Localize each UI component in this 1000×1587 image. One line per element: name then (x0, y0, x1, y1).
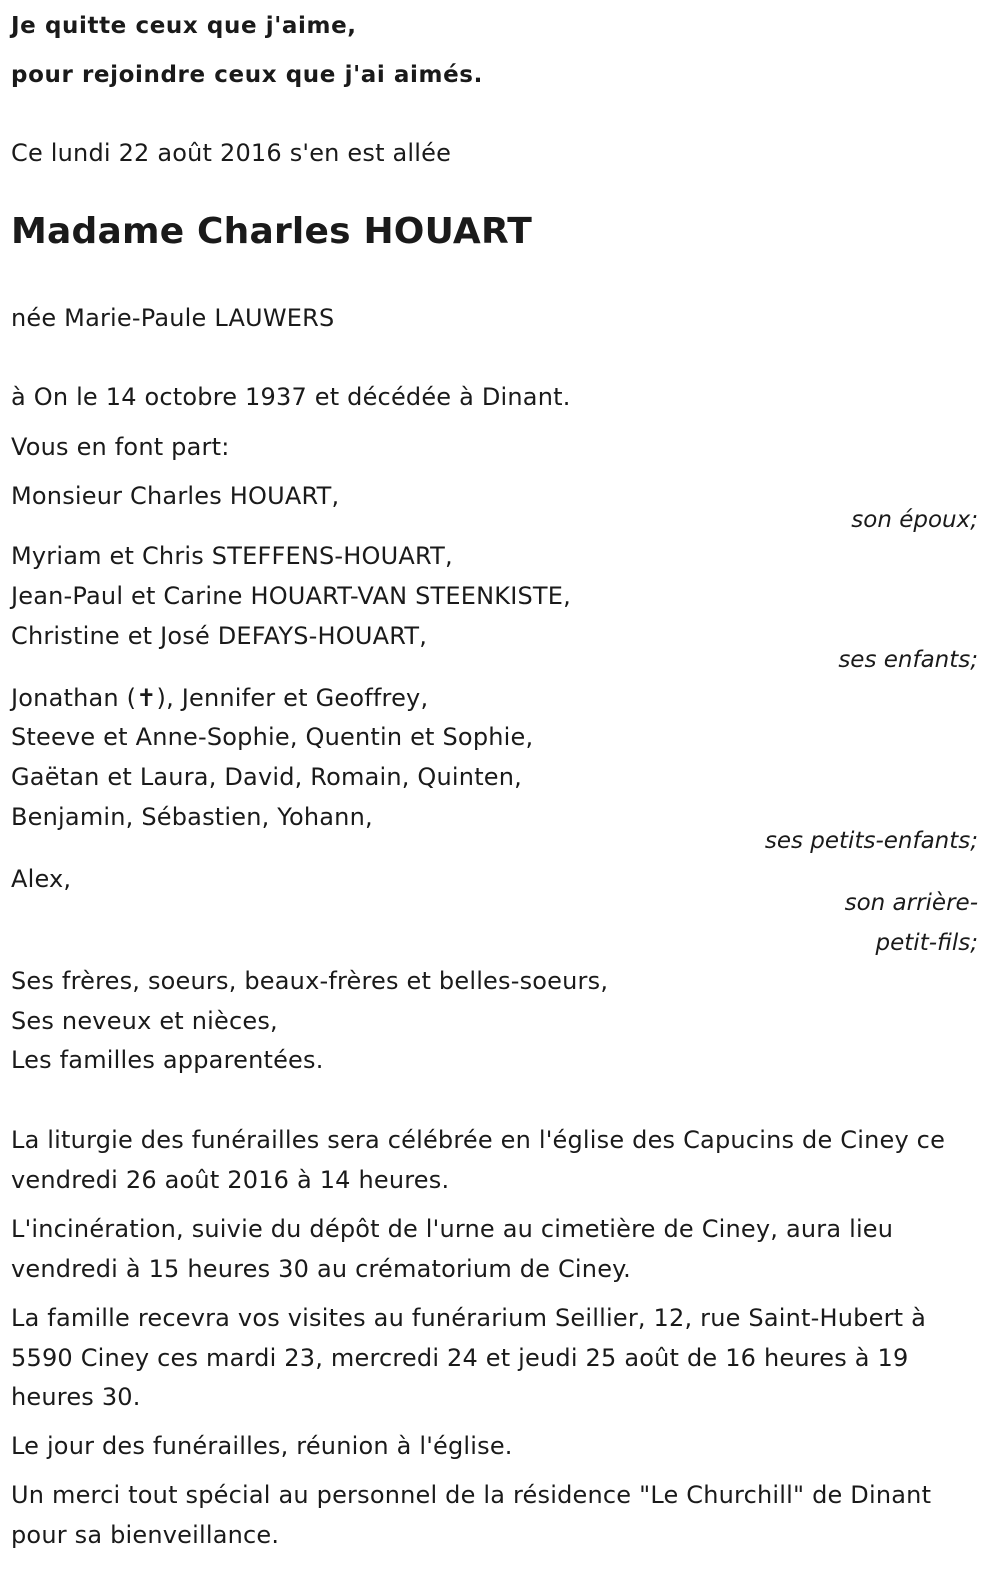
grandchild-line: Jonathan (✝), Jennifer et Geoffrey, (11, 684, 429, 712)
great-grandchild-role-1: son arrière- (844, 890, 978, 916)
quote-line-2: pour rejoindre ceux que j'ai aimés. (11, 62, 483, 88)
cremation-info: L'incinération, suivie du dépôt de l'urne au cimetière de Ciney, aura lieu vendredi à 15 heures 30 au crématorium de Ciney. (11, 1215, 894, 1283)
child-line: Myriam et Chris STEFFENS-HOUART, (11, 542, 453, 570)
meeting-info: Le jour des funérailles, réunion à l'église. (11, 1432, 513, 1460)
grandchildren-role: ses petits-enfants; (764, 828, 978, 854)
intro: Vous en font part: (11, 433, 230, 461)
quote-line-1: Je quitte ceux que j'aime, (11, 13, 357, 39)
visits-info: La famille recevra vos visites au funérarium Seillier, 12, rue Saint-Hubert à 5590 Ciney ces mardi 23, mercredi 24 et jeudi 25 août de 16 heures à 19 heures 30. (11, 1304, 926, 1411)
family-line: Les familles apparentées. (11, 1046, 324, 1074)
family-line: Ses neveux et nièces, (11, 1007, 278, 1035)
child-line: Christine et José DEFAYS-HOUART, (11, 622, 428, 650)
grandchild-line: Gaëtan et Laura, David, Romain, Quinten, (11, 763, 523, 791)
child-line: Jean-Paul et Carine HOUART-VAN STEENKISTE, (11, 582, 571, 610)
great-grandchild-name: Alex, (11, 865, 72, 893)
children-role: ses enfants; (838, 647, 978, 673)
maiden-name: née Marie-Paule LAUWERS (11, 304, 335, 332)
grandchild-line: Steeve et Anne-Sophie, Quentin et Sophie, (11, 723, 534, 751)
great-grandchild-role-2: petit-fils; (875, 930, 978, 956)
grandchild-line: Benjamin, Sébastien, Yohann, (11, 803, 373, 831)
thanks-info: Un merci tout spécial au personnel de la résidence "Le Churchill" de Dinant pour sa bienveillance. (11, 1481, 932, 1549)
liturgy-info: La liturgie des funérailles sera célébrée en l'église des Capucins de Ciney ce vendredi 26 août 2016 à 14 heures. (11, 1126, 946, 1194)
spouse-name: Monsieur Charles HOUART, (11, 482, 340, 510)
deceased-name: Madame Charles HOUART (11, 211, 533, 252)
birth-death: à On le 14 octobre 1937 et décédée à Dinant. (11, 383, 571, 411)
announcement: Ce lundi 22 août 2016 s'en est allée (11, 139, 452, 167)
family-line: Ses frères, soeurs, beaux-frères et belles-soeurs, (11, 967, 609, 995)
spouse-role: son époux; (851, 507, 978, 533)
